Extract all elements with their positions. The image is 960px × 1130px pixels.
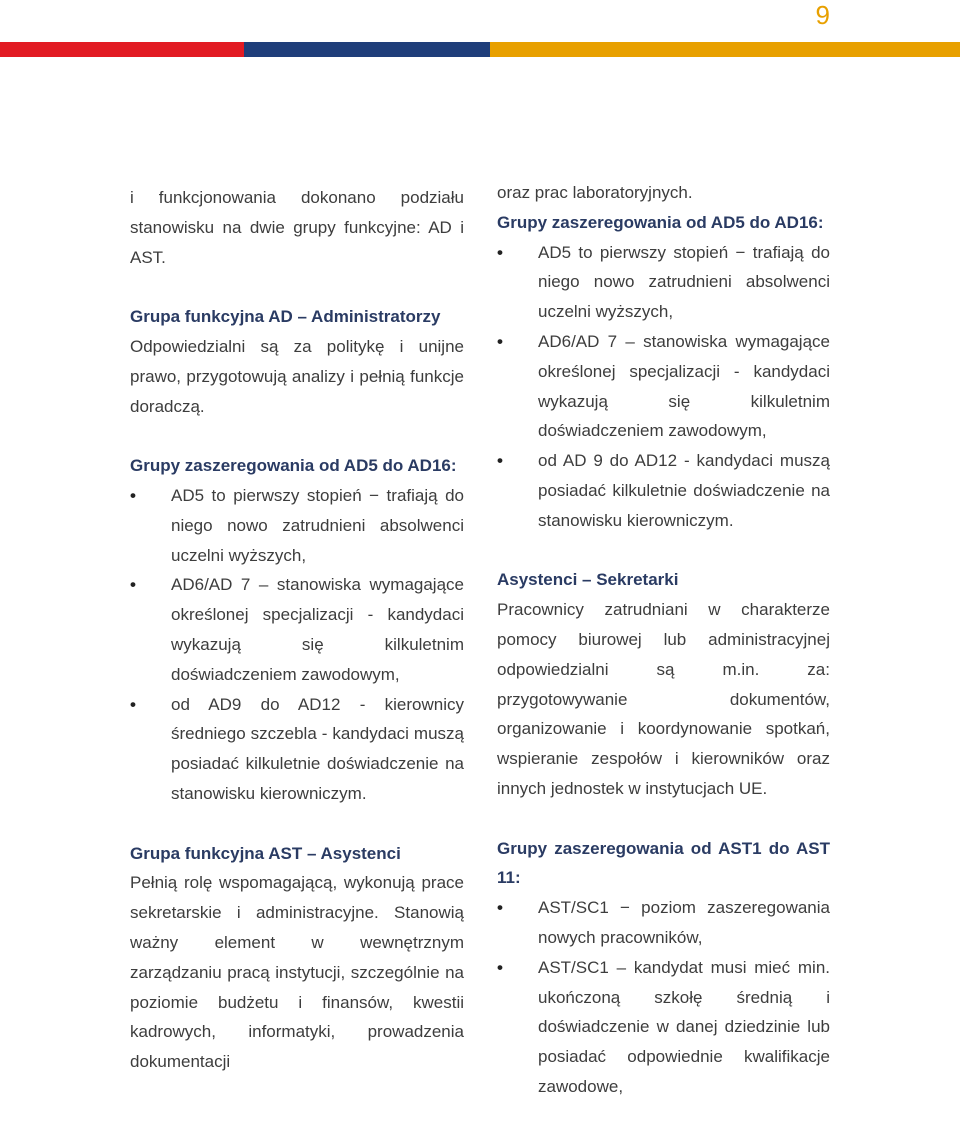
bullet-icon: • bbox=[130, 485, 136, 505]
ad-grades-list bbox=[130, 481, 464, 809]
ast-group-heading: Grupa funkcyjna AST – Asystenci bbox=[130, 843, 401, 863]
color-bar-gold bbox=[490, 42, 960, 57]
list-item: • od AD 9 do AD12 - kandydaci muszą posiadać kilkuletnie doświadczenie na stanowisku kierowniczym. bbox=[497, 446, 830, 535]
header-color-bar bbox=[0, 42, 960, 57]
bullet-icon: • bbox=[497, 331, 503, 351]
bullet-icon: • bbox=[130, 575, 136, 595]
ad-group-description: Odpowiedzialni są za politykę i unijne prawo, przygotowują analizy i pełnią funkcje doradczą. bbox=[130, 336, 464, 416]
list-item: • AD6/AD 7 – stanowiska wymagające określonej specjalizacji - kandydaci wykazują się kilkuletnim doświadczeniem zawodowym, bbox=[130, 570, 464, 689]
bullet-icon: • bbox=[497, 957, 503, 977]
color-bar-navy bbox=[244, 42, 490, 57]
left-column bbox=[130, 178, 464, 1077]
ast-grades-heading: Grupy zaszeregowania od AST1 do AST 11: bbox=[497, 838, 830, 888]
list-item: • AST/SC1 − poziom zaszeregowania nowych pracowników, bbox=[497, 893, 830, 953]
secretaries-description: Pracownicy zatrudniani w charakterze pomocy biurowej lub administracyjnej odpowiedzialni są m.in. za: przygotowywanie dokumentów, organizowanie i koordynowanie spotkań, wspieranie zespołów i kierowników oraz innych jednostek w instytucjach UE. bbox=[497, 600, 830, 798]
bullet-icon: • bbox=[130, 694, 136, 714]
intro-paragraph: i funkcjonowania dokonano podziału stanowisku na dwie grupy funkcyjne: AD i AST. bbox=[130, 188, 464, 267]
ad-grades-heading: Grupy zaszeregowania od AD5 do AD16: bbox=[130, 456, 457, 476]
ad-grades-heading-right: Grupy zaszeregowania od AD5 do AD16: bbox=[497, 212, 824, 232]
list-item: • AD5 to pierwszy stopień − trafiają do niego nowo zatrudnieni absolwenci uczelni wyższych, bbox=[497, 238, 830, 327]
secretaries-heading: Asystenci – Sekretarki bbox=[497, 570, 679, 590]
list-item: • od AD9 do AD12 - kierownicy średniego szczebla - kandydaci muszą posiadać kilkuletnie doświadczenie na stanowisku kierowniczym. bbox=[130, 690, 464, 809]
color-bar-red bbox=[0, 42, 244, 57]
ad-grades-list-right bbox=[497, 238, 830, 536]
list-item: • AST/SC1 – kandydat musi mieć min. ukończoną szkołę średnią i doświadczenie w danej dziedzinie lub posiadać odpowiednie kwalifikacje zawodowe, bbox=[497, 953, 830, 1102]
bullet-icon: • bbox=[497, 898, 503, 918]
ad-group-heading: Grupa funkcyjna AD – Administratorzy bbox=[130, 307, 441, 327]
ast-group-description: Pełnią rolę wspomagającą, wykonują prace sekretarskie i administracyjne. Stanowią ważny element w wewnętrznym zarządzaniu pracą instytucji, szczególnie na poziomie budżetu i finansów, kwestii kadrowych, informatyki, prowadzenia dokumentacji bbox=[130, 873, 464, 1072]
page-number: 9 bbox=[815, 0, 830, 30]
bullet-icon: • bbox=[497, 451, 503, 471]
list-item: • AD6/AD 7 – stanowiska wymagające określonej specjalizacji - kandydaci wykazują się kilkuletnim doświadczeniem zawodowym, bbox=[497, 327, 830, 446]
continuation-text: oraz prac laboratoryjnych. bbox=[497, 183, 693, 202]
ast-grades-list bbox=[497, 893, 830, 1102]
bullet-icon: • bbox=[497, 242, 503, 262]
list-item: • AD5 to pierwszy stopień − trafiają do niego nowo zatrudnieni absolwenci uczelni wyższych, bbox=[130, 481, 464, 570]
right-column bbox=[497, 178, 830, 1102]
